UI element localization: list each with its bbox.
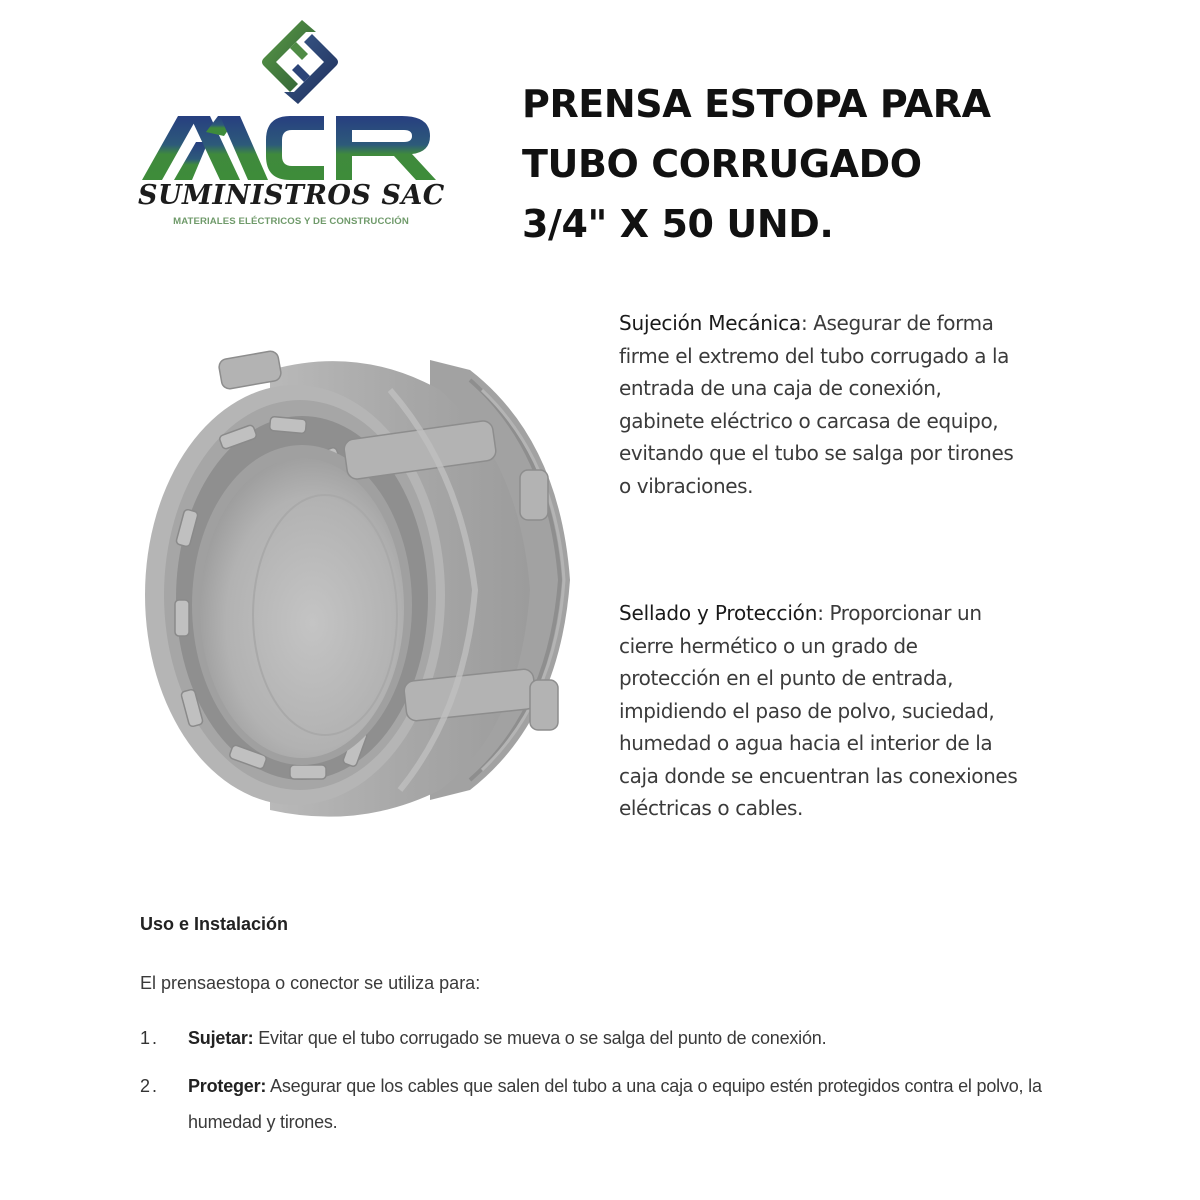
feature-2-line-7: eléctricas o cables. xyxy=(619,796,803,820)
list-number: 2. xyxy=(140,1076,160,1096)
feature-1-line-4: gabinete eléctrico o carcasa de equipo, xyxy=(619,408,999,433)
list-number: 1. xyxy=(140,1028,160,1048)
usage-item-label: Sujetar: xyxy=(188,1028,254,1048)
usage-item-fasten xyxy=(140,1020,1100,1056)
feature-2-line-2: cierre hermético o un grado de xyxy=(619,633,918,658)
logo-mcr-letters xyxy=(140,112,440,184)
title-line-2: TUBO CORRUGADO xyxy=(522,142,922,186)
logo-diamond-icon xyxy=(250,12,350,112)
feature-2-line-6: caja donde se encuentran las conexiones xyxy=(619,763,1018,788)
usage-list xyxy=(140,1020,1100,1152)
usage-item-text: Evitar que el tubo corrugado se mueva o se salga del punto de conexión. xyxy=(253,1028,827,1048)
logo-tagline: MATERIALES ELÉCTRICOS Y DE CONSTRUCCIÓN xyxy=(173,216,409,227)
feature-2-line-3: protección en el punto de entrada, xyxy=(619,666,954,690)
feature-1-line-6: o vibraciones. xyxy=(619,473,754,498)
usage-intro: El prensaestopa o conector se utiliza para: xyxy=(140,973,481,993)
title-line-3: 3/4" X 50 UND. xyxy=(522,202,834,246)
feature-2-line-4: impidiendo el paso de polvo, suciedad, xyxy=(619,698,995,723)
company-logo xyxy=(138,8,444,233)
feature-2-title: Sellado y Protección xyxy=(619,601,818,625)
title-line-1: PRENSA ESTOPA PARA xyxy=(522,82,991,126)
feature-1-line-1: Sujeción Mecánica: Asegurar de forma xyxy=(619,311,994,335)
feature-1-line-5: evitando que el tubo se salga por tirones xyxy=(619,441,1014,465)
usage-item-protect xyxy=(140,1068,1100,1140)
logo-company-name: SUMINISTROS SAC xyxy=(138,180,445,211)
feature-1-line-3: entrada de una caja de conexión, xyxy=(619,376,942,400)
feature-2-line-1: Sellado y Protección: Proporcionar un xyxy=(619,601,982,625)
feature-2-line-5: humedad o agua hacia el interior de la xyxy=(619,731,993,755)
feature-1-line-2: firme el extremo del tubo corrugado a la xyxy=(619,343,1010,368)
product-title xyxy=(522,74,1082,254)
usage-heading: Uso e Instalación xyxy=(140,914,289,934)
feature-sealing-protection xyxy=(619,597,1079,825)
usage-item-text: Asegurar que los cables que salen del tubo a una caja o equipo estén protegidos contra el polvo, la humedad y tirones. xyxy=(188,1076,1042,1132)
feature-1-title: Sujeción Mecánica xyxy=(619,311,801,335)
usage-item-label: Proteger: xyxy=(188,1076,267,1096)
product-image-connector xyxy=(130,330,590,830)
feature-mechanical-fastening xyxy=(619,307,1079,502)
